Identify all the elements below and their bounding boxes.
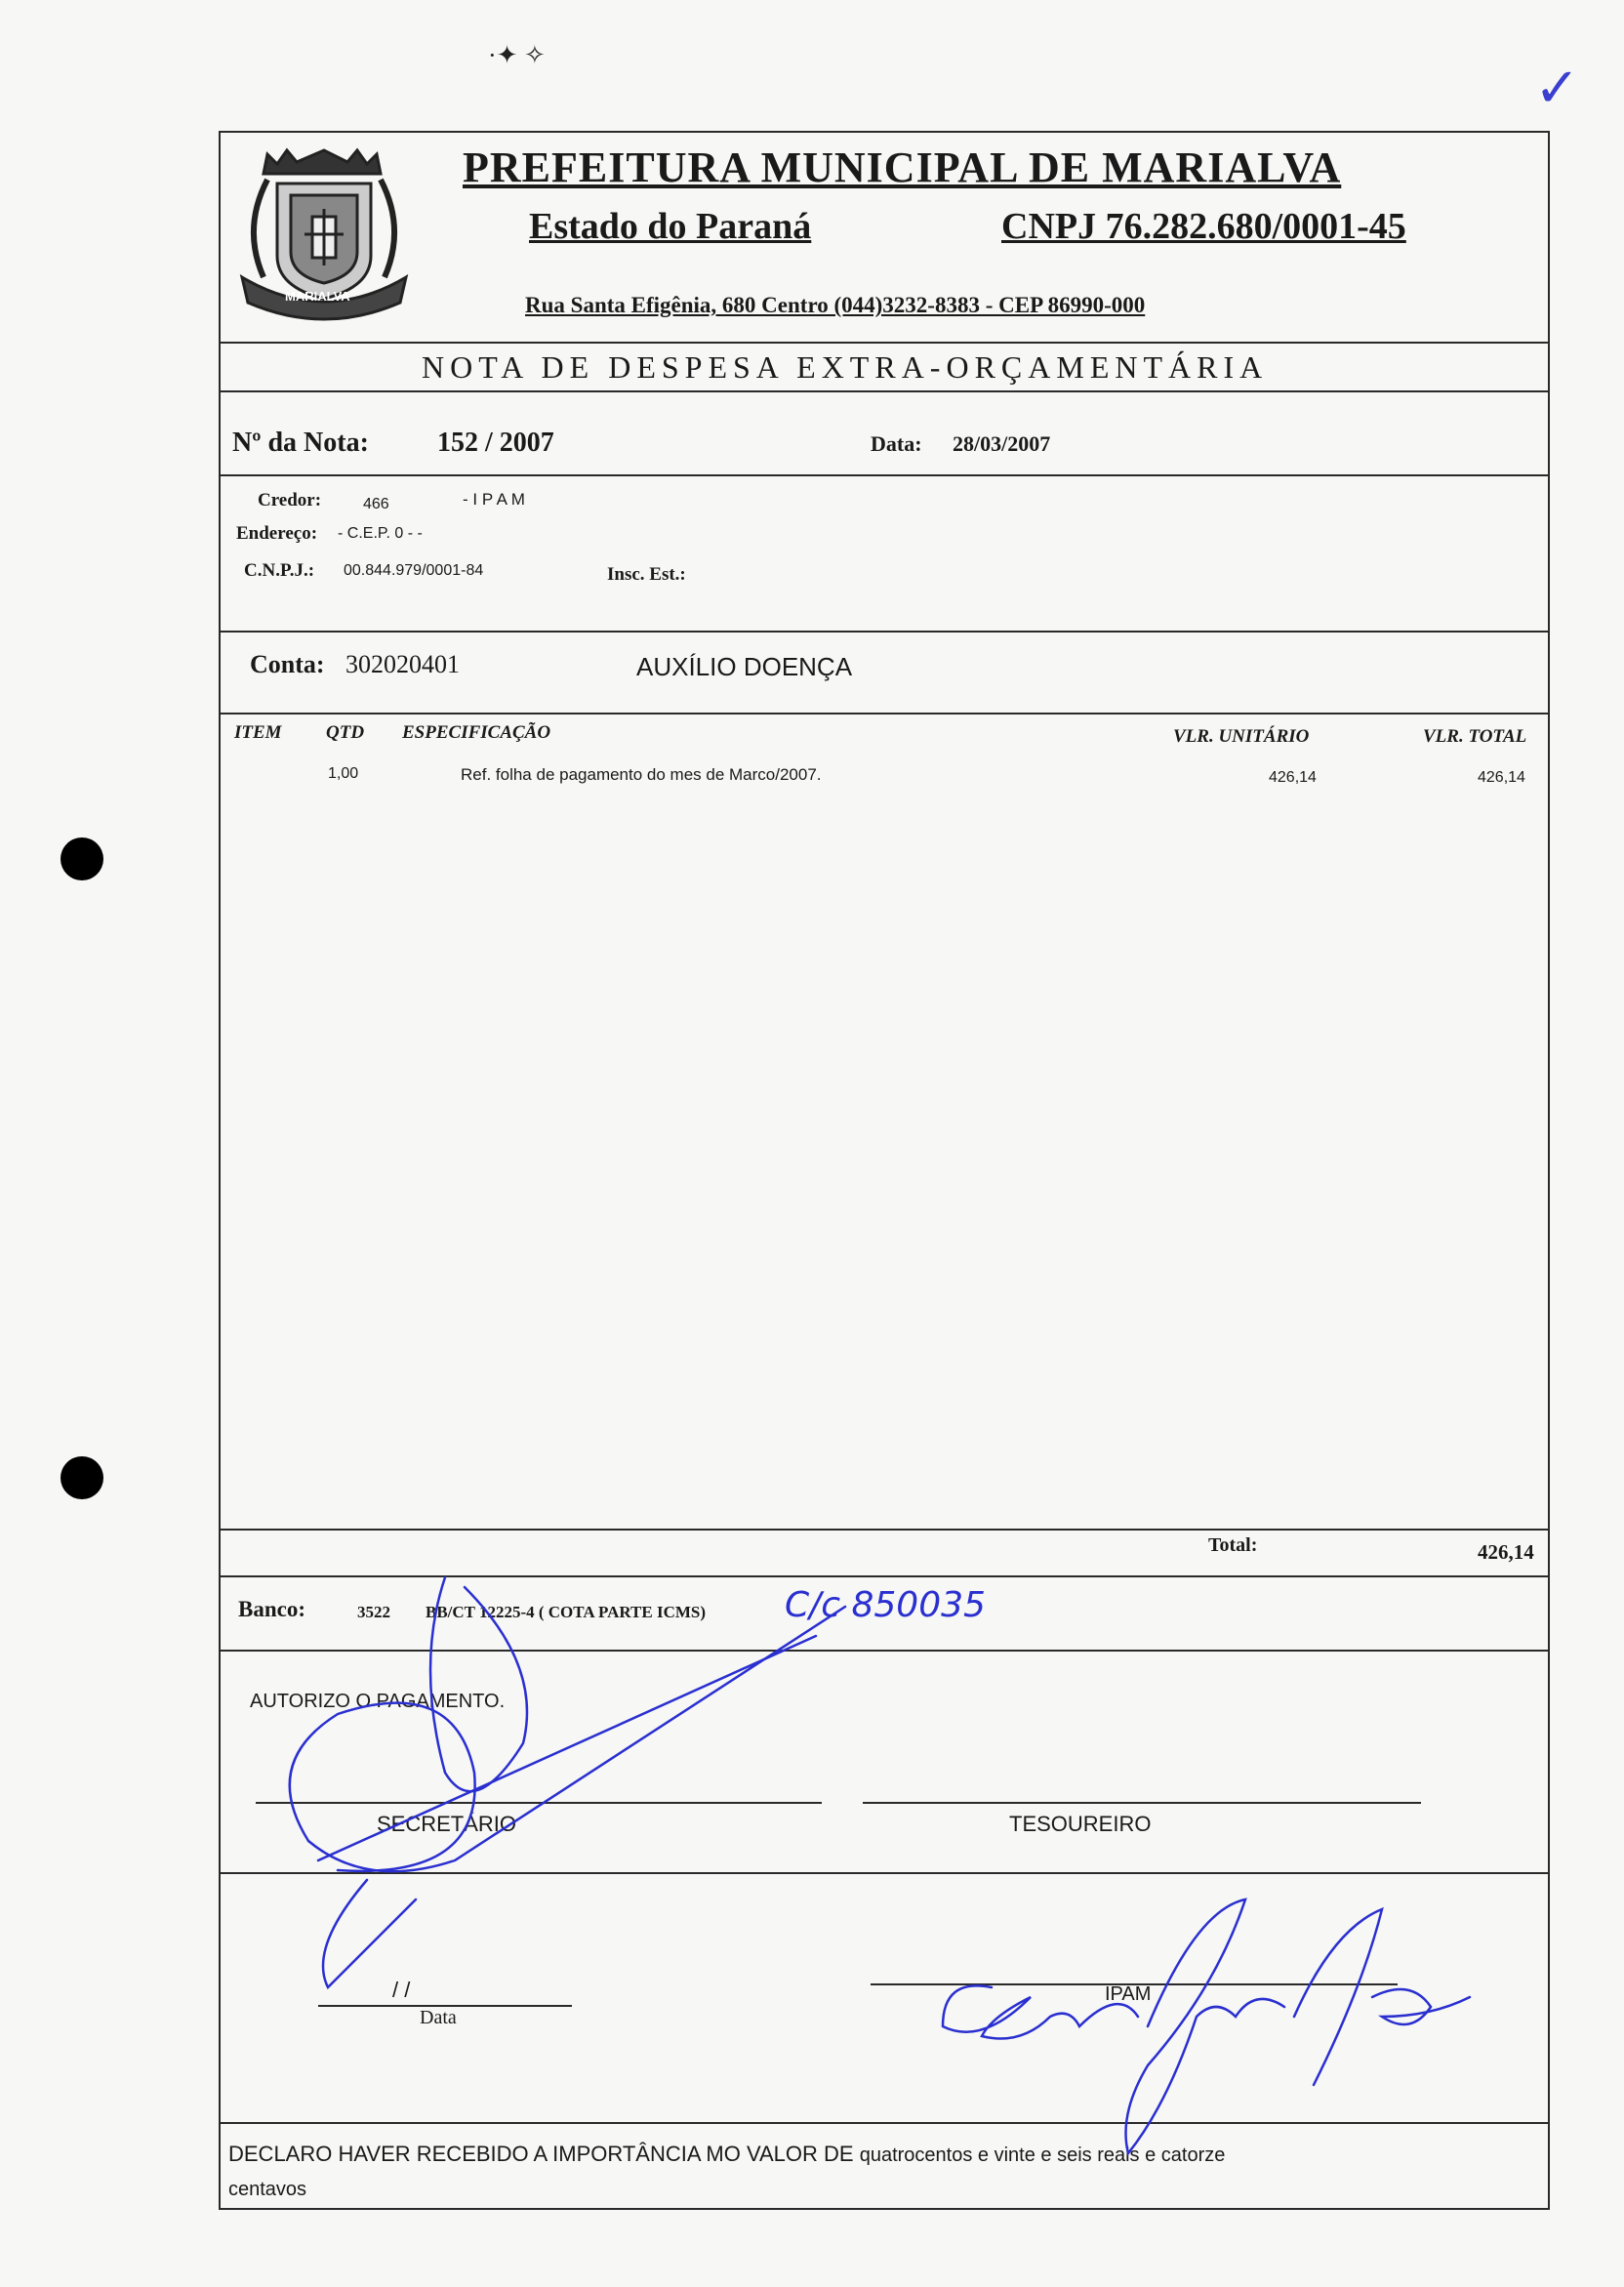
document-title: NOTA DE DESPESA EXTRA-ORÇAMENTÁRIA — [422, 349, 1269, 385]
state-name: Estado do Paraná — [529, 206, 812, 247]
authorization-text: AUTORIZO O PAGAMENTO. — [250, 1691, 506, 1712]
item-total-value: 426,14 — [1478, 769, 1525, 786]
tesoureiro-label: TESOUREIRO — [1009, 1812, 1152, 1836]
secretario-label: SECRETÁRIO — [377, 1812, 517, 1836]
divider — [221, 1872, 1548, 1874]
banco-label: Banco: — [238, 1597, 305, 1621]
credor-code: 466 — [363, 496, 389, 512]
divider — [221, 631, 1548, 633]
cnpj-number: CNPJ 76.282.680/0001-45 — [1001, 206, 1406, 247]
divider — [221, 1529, 1548, 1531]
col-header-spec: ESPECIFICAÇÃO — [402, 722, 551, 743]
receipt-date-label: Data — [420, 2007, 457, 2028]
tesoureiro-signature-line — [863, 1802, 1421, 1804]
header-address: Rua Santa Efigênia, 680 Centro (044)3232-8383 - CEP 86990-000 — [525, 293, 1146, 317]
municipality-title: PREFEITURA MUNICIPAL DE MARIALVA — [463, 143, 1342, 191]
punch-hole-bottom — [61, 1456, 103, 1499]
cnpj-value: 00.844.979/0001-84 — [344, 562, 484, 579]
item-spec: Ref. folha de pagamento do mes de Marco/2007. — [461, 765, 822, 784]
endereco-value: - C.E.P. 0 - - — [338, 525, 423, 542]
payee-name: IPAM — [1105, 1983, 1152, 2005]
insc-est-label: Insc. Est.: — [607, 564, 686, 585]
punch-hole-top — [61, 837, 103, 880]
divider — [221, 474, 1548, 476]
divider — [221, 342, 1548, 344]
declaration-prefix: DECLARO HAVER RECEBIDO A IMPORTÂNCIA MO VALOR DE — [228, 2142, 854, 2166]
divider — [221, 2122, 1548, 2124]
divider — [221, 1650, 1548, 1652]
secretario-signature-line — [256, 1802, 822, 1804]
item-qtd: 1,00 — [328, 765, 359, 782]
table-row — [221, 765, 1548, 795]
nota-number: 152 / 2007 — [437, 428, 554, 458]
total-label: Total: — [1208, 1534, 1258, 1556]
total-value: 426,14 — [1478, 1540, 1534, 1564]
endereco-label: Endereço: — [236, 523, 318, 544]
receipt-date-slashes: / / — [392, 1978, 411, 2002]
cnpj-label: C.N.P.J.: — [244, 560, 315, 581]
check-mark: ✓ — [1534, 57, 1580, 120]
declaration-amount-words-cont: centavos — [228, 2179, 307, 2200]
col-header-total-value: VLR. TOTAL — [1423, 726, 1527, 747]
divider — [221, 390, 1548, 392]
conta-code: 302020401 — [345, 650, 460, 678]
col-header-unit-value: VLR. UNITÁRIO — [1173, 726, 1310, 747]
banco-description: BB/CT 12225-4 ( COTA PARTE ICMS) — [426, 1603, 707, 1621]
date-label: Data: — [871, 431, 922, 456]
date-value: 28/03/2007 — [953, 431, 1051, 456]
banco-code: 3522 — [357, 1603, 390, 1621]
divider — [221, 713, 1548, 715]
conta-name: AUXÍLIO DOENÇA — [636, 652, 853, 681]
nota-label: Nº da Nota: — [232, 428, 369, 458]
item-unit-value: 426,14 — [1269, 769, 1317, 786]
conta-label: Conta: — [250, 650, 325, 678]
credor-label: Credor: — [258, 490, 322, 510]
seal-banner-text: MARIALVA — [285, 289, 350, 304]
declaration-text — [228, 2138, 1536, 2206]
expense-note-form — [219, 131, 1550, 2210]
banco-handwritten-account: C/c 850035 — [785, 1585, 986, 1625]
credor-name: - I P A M — [463, 490, 525, 509]
divider — [221, 1575, 1548, 1577]
declaration-amount-words: quatrocentos e vinte e seis reais e catorze — [859, 2144, 1226, 2166]
col-header-item: ITEM — [234, 722, 282, 743]
col-header-qtd: QTD — [326, 722, 365, 743]
top-scan-mark: ·✦ ✧ — [488, 41, 546, 69]
